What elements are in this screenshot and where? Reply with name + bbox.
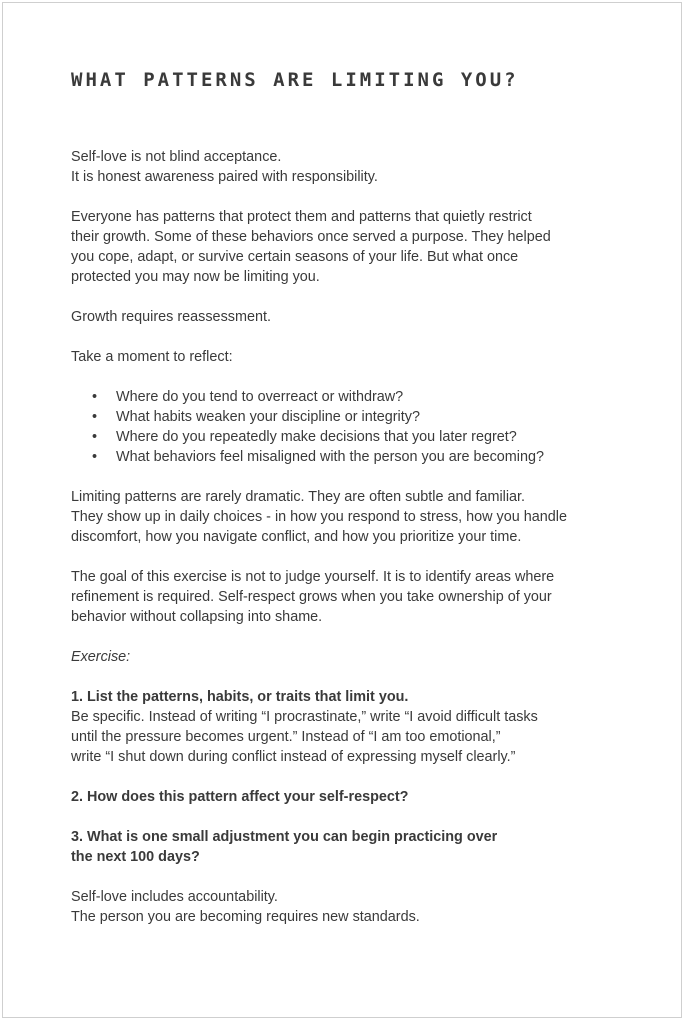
document-page: [2, 2, 682, 1018]
exercise-1-heading: 1. List the patterns, habits, or traits that limit you.: [71, 689, 409, 705]
document-content: [71, 67, 631, 947]
intro-line: Self-love is not blind acceptance.: [71, 149, 282, 165]
patterns-line: protected you may now be limiting you.: [71, 269, 320, 285]
exercise-1-line: Be specific. Instead of writing “I procrastinate,” write “I avoid difficult tasks: [71, 709, 538, 725]
goal-paragraph: [71, 567, 631, 627]
closing-line: Self-love includes accountability.: [71, 889, 278, 905]
reflect-list: [71, 387, 631, 467]
goal-line: The goal of this exercise is not to judge yourself. It is to identify areas where: [71, 569, 555, 585]
exercise-3-heading-line: the next 100 days?: [71, 849, 200, 865]
intro-paragraph: [71, 147, 631, 187]
limiting-line: discomfort, how you navigate conflict, and how you prioritize your time.: [71, 529, 522, 545]
exercise-1-line: until the pressure becomes urgent.” Instead of “I am too emotional,”: [71, 729, 501, 745]
exercise-1-line: write “I shut down during conflict instead of expressing myself clearly.”: [71, 749, 516, 765]
growth-statement: Growth requires reassessment.: [71, 309, 271, 325]
intro-line: It is honest awareness paired with responsibility.: [71, 169, 378, 185]
exercise-2-heading: 2. How does this pattern affect your self-respect?: [71, 789, 409, 805]
limiting-line: Limiting patterns are rarely dramatic. They are often subtle and familiar.: [71, 489, 526, 505]
list-item: • Where do you repeatedly make decisions that you later regret?: [116, 427, 631, 447]
closing-paragraph: [71, 887, 631, 927]
closing-line: The person you are becoming requires new standards.: [71, 909, 420, 925]
reflect-prompt: Take a moment to reflect:: [71, 349, 233, 365]
exercise-label: Exercise:: [71, 649, 131, 665]
limiting-line: They show up in daily choices - in how you respond to stress, how you handle: [71, 509, 567, 525]
patterns-line: you cope, adapt, or survive certain seasons of your life. But what once: [71, 249, 519, 265]
patterns-line: their growth. Some of these behaviors once served a purpose. They helped: [71, 229, 551, 245]
list-item: • What habits weaken your discipline or integrity?: [116, 407, 631, 427]
patterns-paragraph: [71, 207, 631, 287]
patterns-line: Everyone has patterns that protect them and patterns that quietly restrict: [71, 209, 532, 225]
page-title: WHAT PATTERNS ARE LIMITING YOU?: [71, 69, 519, 91]
goal-line: refinement is required. Self-respect grows when you take ownership of your: [71, 589, 552, 605]
list-item: • What behaviors feel misaligned with the person you are becoming?: [116, 447, 631, 467]
goal-line: behavior without collapsing into shame.: [71, 609, 323, 625]
exercise-1: [71, 687, 631, 767]
list-item: • Where do you tend to overreact or withdraw?: [116, 387, 631, 407]
exercise-3-heading-line: 3. What is one small adjustment you can begin practicing over: [71, 829, 498, 845]
exercise-3: [71, 827, 631, 867]
limiting-paragraph: [71, 487, 631, 547]
